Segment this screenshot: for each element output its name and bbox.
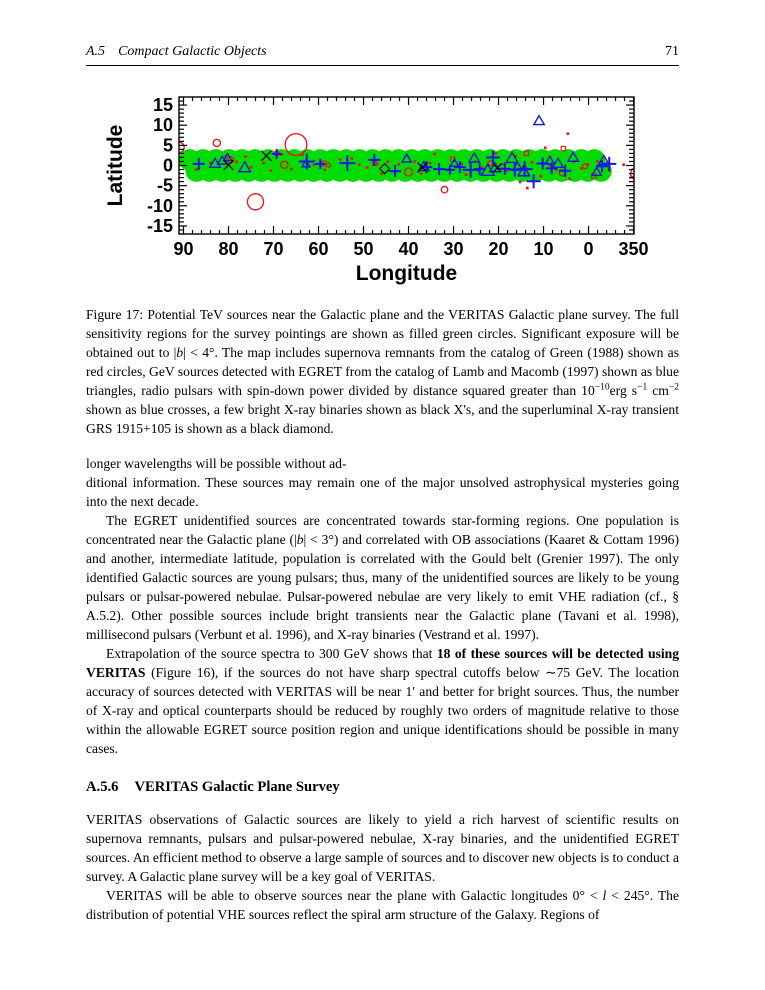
running-header-left xyxy=(86,44,267,60)
svg-text:80: 80 xyxy=(218,239,239,259)
page-number: 71 xyxy=(665,44,679,59)
svg-text:-5: -5 xyxy=(156,175,173,196)
svg-text:60: 60 xyxy=(308,239,329,259)
svg-text:40: 40 xyxy=(398,239,419,259)
subsection-title: VERITAS Galactic Plane Survey xyxy=(134,779,340,795)
svg-text:0: 0 xyxy=(162,155,173,176)
subsection-heading xyxy=(86,778,679,797)
section-number: A.5 xyxy=(86,44,106,59)
svg-text:Latitude: Latitude xyxy=(104,124,127,207)
galactic-plane-survey-chart xyxy=(86,90,679,291)
paragraph-egret-unidentified: The EGRET unidentified sources are concentrated towards star-forming regions. One population is concentrated near the Galactic plane (|b| < 3°) and correlated with OB associations (Kaaret & Cottam 1996) and another, intermediate latitude, population is correlated with the Gould belt (Grenier 1997). The only identified Galactic sources are young pulsars; thus, many of the unidentified sources are likely to be young pulsars or pulsar-powered nebulae. Pulsar-powered nebulae are very likely to emit VHE radiation (cf., § A.5.2). Other possible sources include bright transients near the Galactic plane (Tavani et al. 1998), millisecond pulsars (Verbunt et al. 1996), and X-ray binaries (Vestrand et al. 1997). xyxy=(86,513,679,642)
paragraph-veritas-observations: VERITAS observations of Galactic sources are likely to yield a rich harvest of scientific results on supernova remnants, pulsars and pulsar-powered nebulae, X-ray binaries, and the unidentified EGRET sources. An efficient method to observe a large sample of sources and to discover new objects is to conduct a survey. A Galactic plane survey will be a key goal of VERITAS. xyxy=(86,812,679,884)
paragraph-veritas-longitudes: VERITAS will be able to observe sources near the plane with Galactic longitudes 0° < l < 245°. The distribution of potential VHE sources reflect the spiral arm structure of the Galaxy. Regions of xyxy=(86,888,679,922)
svg-text:70: 70 xyxy=(263,239,284,259)
svg-text:Longitude: Longitude xyxy=(355,262,458,285)
paragraph-extrapolation: Extrapolation of the source spectra to 300 GeV shows that 18 of these sources will be detected using VERITAS (Figure 16), if the sources do not have sharp spectral cutoffs below ∼75 GeV. The location accuracy of sources detected with VERITAS will be near 1′ and better for bright sources. Thus, the number of X-ray and optical counterparts should be reduced by roughly two orders of magnitude relative to those within the allowable EGRET source position region and unique identifications should be possible in many cases. xyxy=(86,646,679,756)
paragraph-continuation: longer wavelengths will be possible without ad- ditional information. These sources may remain one of the major unsolved astrophysical mysteries going into the next decade. xyxy=(86,456,679,509)
svg-text:-15: -15 xyxy=(146,215,173,236)
svg-text:5: 5 xyxy=(162,135,173,156)
svg-text:90: 90 xyxy=(173,239,194,259)
svg-text:15: 15 xyxy=(152,95,173,116)
svg-text:-10: -10 xyxy=(146,195,173,216)
figure-17 xyxy=(86,90,679,291)
running-header xyxy=(86,44,679,66)
figure-caption: Figure 17: Potential TeV sources near the Galactic plane and the VERITAS Galactic plane survey. The full sensitivity regions for the survey pointings are shown as filled green circles. Significant exposure will be obtained out to |b| < 4°. The map includes supernova remnants from the catalog of Green (1988) shown as red circles, GeV sources detected with EGRET from the catalog of Lamb and Macomb (1997) shown as blue triangles, radio pulsars with spin-down power divided by distance squared greater than $10^{-10}erg$ $s^{-1}$ $cm^{-2}$ shown as blue crosses, a few bright X-ray binaries shown as black X's, and the superluminal X-ray transient GRS 1915+105 is shown as a black diamond. xyxy=(86,307,679,436)
svg-text:10: 10 xyxy=(533,239,554,259)
svg-text:20: 20 xyxy=(488,239,509,259)
svg-text:30: 30 xyxy=(443,239,464,259)
svg-text:0: 0 xyxy=(583,239,594,259)
svg-text:10: 10 xyxy=(152,115,173,136)
subsection-number: A.5.6 xyxy=(86,779,119,795)
svg-text:350: 350 xyxy=(618,239,649,259)
section-title: Compact Galactic Objects xyxy=(118,44,267,59)
body-text xyxy=(86,454,679,924)
svg-text:50: 50 xyxy=(353,239,374,259)
page-content xyxy=(86,44,679,924)
